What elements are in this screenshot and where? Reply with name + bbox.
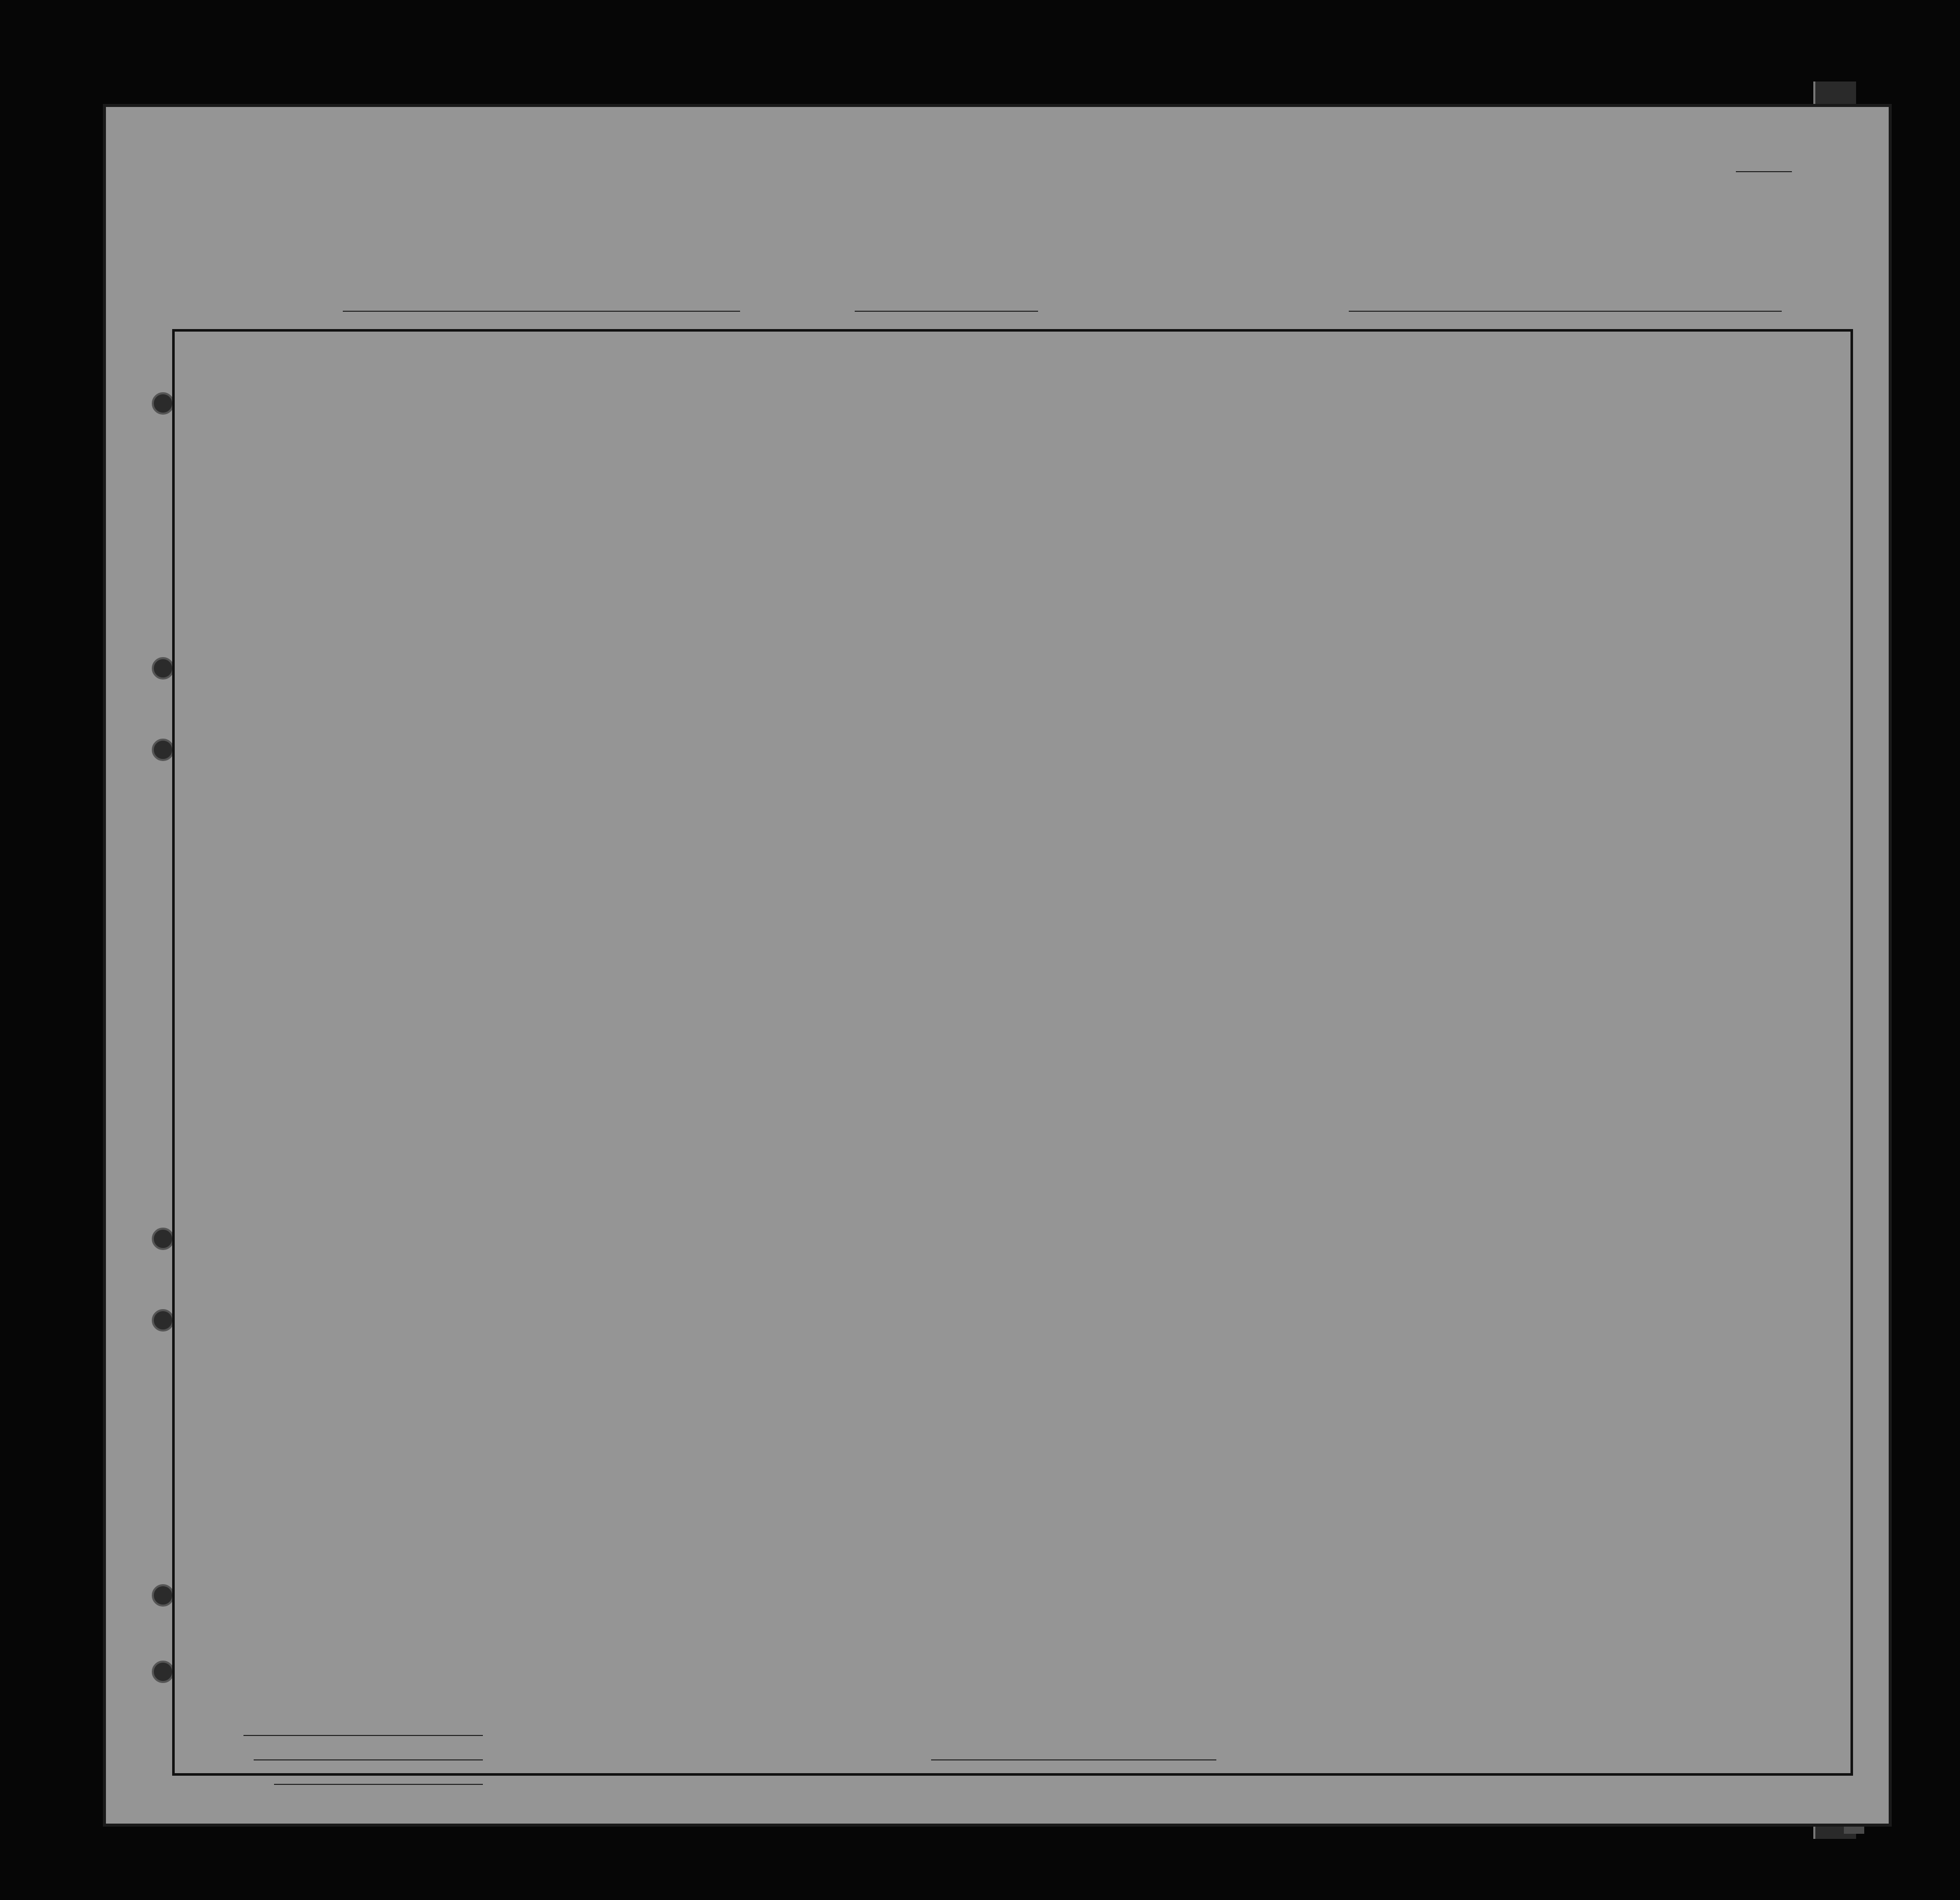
owners-field (254, 1759, 483, 1760)
line-field (243, 1735, 483, 1736)
agents-field (274, 1784, 483, 1785)
sheet-number-line (1736, 171, 1792, 172)
crew-table (172, 329, 1853, 1776)
departure-port-line (1349, 311, 1782, 312)
punch-hole (152, 1584, 174, 1607)
punch-hole (152, 739, 174, 761)
inspector-line (931, 1759, 1216, 1760)
punch-hole (152, 1228, 174, 1250)
punch-hole (152, 1309, 174, 1332)
punch-hole (152, 657, 174, 680)
manifest-sheet (106, 107, 1889, 1824)
punch-hole (152, 1661, 174, 1683)
punch-hole (152, 392, 174, 415)
vessel-line (343, 311, 740, 312)
arrival-port-line (855, 311, 1038, 312)
